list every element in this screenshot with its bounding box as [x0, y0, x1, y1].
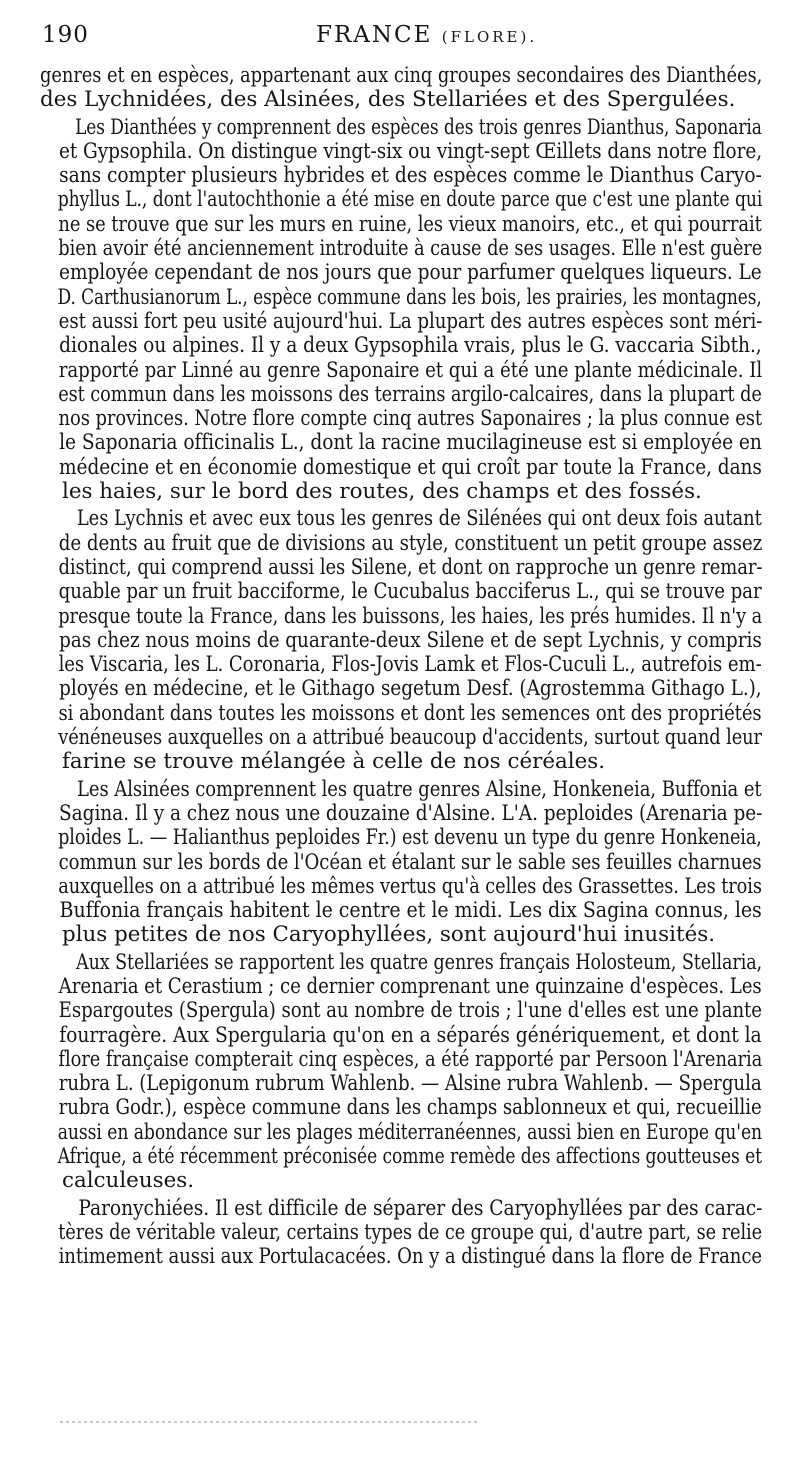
text-line: auxquelles on a attribué les mêmes vertus qu'à celles des Grassettes. Les trois: [58, 873, 762, 899]
running-title-sub: (FLORE).: [441, 28, 538, 46]
text-line: calculeuses.: [62, 1168, 195, 1194]
text-line: intimement aussi aux Portulacacées. On y a distingué dans la flore de France: [58, 1244, 763, 1270]
page-header: [0, 22, 800, 58]
text-line: flore française compterait cinq espèces, a été rapporté par Persoon l'Arenaria: [58, 1046, 763, 1072]
text-line: Les Lychnis et avec eux tous les genres de Silénées qui ont deux fois autant: [76, 506, 762, 532]
text-line: et Gypsophila. On distingue vingt-six ou vingt-sept Œillets dans notre flore,: [59, 138, 763, 164]
text-line: ploides L. — Halianthus peploides Fr.) est devenu un type du genre Honkeneia,: [58, 825, 762, 851]
text-line: presque toute la France, dans les buissons, les haies, les prés humides. Il n'y a: [58, 603, 763, 629]
paragraph: [40, 951, 762, 1194]
text-line: tères de véritable valeur, certains types de ce groupe qui, d'autre part, se relie: [58, 1219, 763, 1245]
text-line: Afrique, a été récemment préconisée comme remède des affections goutteuses et: [57, 1144, 762, 1170]
text-line: vénéneuses auxquelles on a attribué beaucoup d'accidents, surtout quand leur: [58, 725, 762, 751]
text-line: sans compter plusieurs hybrides et des espèces comme le Dianthus Caryo-: [59, 163, 762, 189]
paragraph: [40, 507, 762, 774]
text-line: Buffonia français habitent le centre et le midi. Les dix Sagina connus, les: [59, 898, 762, 924]
body-text: [40, 64, 762, 1270]
text-line: de dents au fruit que de divisions au style, constituent un petit groupe assez: [58, 530, 763, 556]
running-title: [316, 22, 537, 48]
text-line: Sagina. Il y a chez nous une douzaine d'Alsine. L'A. peploides (Arenaria pe-: [59, 800, 763, 826]
page-number: 190: [42, 22, 89, 48]
text-line: rapporté par Linné au genre Saponaire et qui a été une plante médicinale. Il: [58, 357, 763, 383]
running-title-main: FRANCE: [316, 22, 433, 48]
text-line: rubra Godr.), espèce commune dans les champs sablonneux et qui, recueillie: [58, 1095, 762, 1121]
text-line: le Saponaria officinalis L., dont la racine mucilagineuse est si employée en: [59, 430, 762, 456]
text-line: commun sur les bords de l'Océan et étalant sur le sable ses feuilles charnues: [58, 849, 762, 875]
text-line: des Lychnidées, des Alsinées, des Stellariées et des Spergulées.: [40, 87, 736, 113]
text-line: bien avoir été anciennement introduite à cause de ses usages. Elle n'est guère: [58, 236, 763, 262]
text-line: est aussi fort peu usité aujourd'hui. La plupart des autres espèces sont méri-: [58, 308, 763, 334]
paragraph: [40, 778, 762, 948]
text-line: D. Carthusianorum L., espèce commune dans les bois, les prairies, les montagnes,: [57, 284, 762, 310]
text-line: dionales ou alpines. Il y a deux Gypsophila vrais, plus le G. vaccaria Sibth.,: [59, 333, 762, 359]
text-line: farine se trouve mélangée à celle de nos céréales.: [62, 749, 606, 775]
text-line: ployés en médecine, et le Githago segetum Desf. (Agrostemma Githago L.),: [59, 676, 762, 702]
text-line: ne se trouve que sur les murs en ruine, les vieux manoirs, etc., et qui pourrait: [58, 211, 762, 237]
paragraph: [40, 64, 762, 113]
paragraph: [40, 116, 762, 505]
text-line: distinct, qui comprend aussi les Silene, et dont on rapproche un genre remar-: [58, 554, 763, 580]
text-line: Espargoutes (Spergula) sont au nombre de trois ; l'une d'elles est une plante: [58, 998, 762, 1024]
footer-rule: [60, 1421, 480, 1423]
text-line: nos provinces. Notre flore compte cinq autres Saponaires ; la plus connue est: [58, 406, 763, 432]
text-line: Arenaria et Cerastium ; ce dernier comprenant une quinzaine d'espèces. Les: [58, 973, 762, 999]
text-line: aussi en abondance sur les plages méditerranéennes, aussi bien en Europe qu'en: [57, 1119, 763, 1145]
paragraph: [40, 1197, 762, 1270]
text-line: les Viscaria, les L. Coronaria, Flos-Jovis Lamk et Flos-Cuculi L., autrefois em-: [58, 652, 762, 678]
text-line: si abondant dans toutes les moissons et dont les semences ont des propriétés: [58, 700, 762, 726]
text-line: phyllus L., dont l'autochthonie a été mise en doute parce que c'est une plante qui: [57, 187, 763, 213]
text-line: Les Dianthées y comprennent des espèces des trois genres Dianthus, Saponaria: [75, 114, 762, 140]
text-line: genres et en espèces, appartenant aux cinq groupes secondaires des Dianthées,: [40, 63, 763, 88]
text-line: rubra L. (Lepigonum rubrum Wahlenb. — Alsine rubra Wahlenb. — Spergula: [58, 1071, 762, 1097]
text-line: est commun dans les moissons des terrains argilo-calcaires, dans la plupart de: [58, 381, 762, 407]
text-line: fourragère. Aux Spergularia qu'on en a séparés génériquement, et dont la: [59, 1022, 762, 1048]
text-line: les haies, sur le bord des routes, des champs et des fossés.: [62, 479, 702, 505]
text-line: Aux Stellariées se rapportent les quatre genres français Holosteum, Stellaria,: [76, 949, 763, 975]
text-line: quable par un fruit bacciforme, le Cucubalus bacciferus L., qui se trouve par: [58, 579, 762, 605]
text-line: employée cependant de nos jours que pour parfumer quelques liqueurs. Le: [59, 260, 762, 286]
text-line: médecine et en économie domestique et qui croît par toute la France, dans: [59, 454, 762, 480]
text-line: Les Alsinées comprennent les quatre genres Alsine, Honkeneia, Buffonia et: [77, 776, 762, 802]
text-line: plus petites de nos Caryophyllées, sont aujourd'hui inusités.: [62, 922, 716, 948]
text-line: pas chez nous moins de quarante-deux Silene et de sept Lychnis, y compris: [59, 627, 762, 653]
text-line: Paronychiées. Il est difficile de séparer des Caryophyllées par des carac-: [78, 1195, 763, 1221]
